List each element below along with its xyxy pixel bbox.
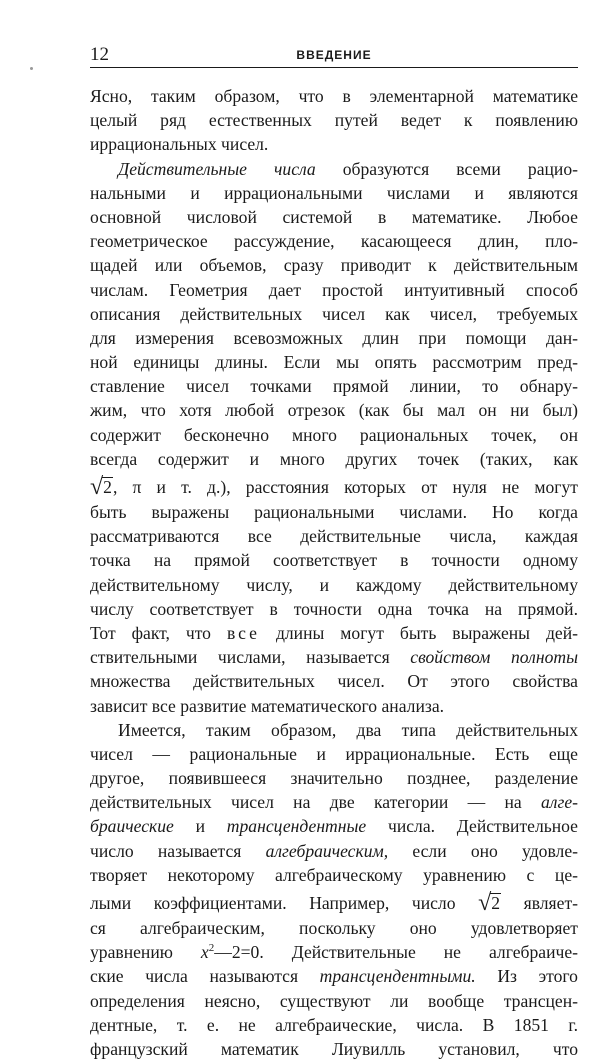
text-line: числам. Геометрия дает простой интуитивный способ xyxy=(90,279,578,300)
text-line: лыми коэффициентами. Например, число √2 являет- xyxy=(90,890,578,916)
sqrt-sign: √ xyxy=(478,890,492,916)
text-line: нальными и иррациональными числами и являются xyxy=(90,182,578,203)
text-line: Ясно, таким образом, что в элементарной математике xyxy=(90,86,578,106)
text-line: геометрическое рассуждение, касающееся длин, пло- xyxy=(90,231,578,252)
running-head: ВВЕДЕНИЕ xyxy=(296,48,372,62)
term-transcendental: трансцендентные xyxy=(226,816,367,837)
text-line: ские числа называются трансцендентными. Из этого xyxy=(90,966,578,987)
term-completeness: свойством полноты xyxy=(410,647,578,668)
text-line: для измерения всевозможных длин при помощи дан- xyxy=(90,327,578,348)
sqrt-radicand: 2 xyxy=(103,477,112,497)
text-line: содержит бесконечно много рациональных точек, он xyxy=(90,424,578,445)
text-line: Тот факт, что все длины могут быть выражены дей- xyxy=(90,622,578,643)
text-line: Действительные числа образуются всеми рацио- xyxy=(118,158,578,179)
text-line: ствительными числами, называется свойством полноты xyxy=(90,647,578,668)
math-variable: x xyxy=(200,942,209,963)
term-algebraic: алге- xyxy=(540,792,578,813)
paper-speck xyxy=(30,67,33,70)
spaced-emphasis: все xyxy=(226,622,260,643)
term-algebraic-def: алгебраическим, xyxy=(265,840,389,861)
text-line: щадей или объемов, сразу приводит к действительным xyxy=(90,255,578,276)
exponent: 2 xyxy=(208,942,215,955)
text-line: точка на прямой соответствует в точности одному xyxy=(90,550,578,571)
text-line: рассматриваются все действительные числа, каждая xyxy=(90,526,578,547)
text-line: творяет некоторому алгебраическому уравнению с це- xyxy=(90,864,578,885)
text-line: всегда содержит и много других точек (таких, как xyxy=(90,448,578,469)
text-line: ся алгебраическим, поскольку оно удовлетворяет xyxy=(90,918,578,938)
text-line: определения неясно, существуют ли вообще трансцен- xyxy=(90,990,578,1011)
text-line: √2, π и т. д.), расстояния которых от нуля не могут xyxy=(90,474,578,500)
text-line: уравнению $x^2—2=0$. Действительные не алгебраиче- xyxy=(90,942,578,963)
page-number: 12 xyxy=(90,44,109,65)
sqrt-radicand: 2 xyxy=(491,893,501,913)
text-line: ной единицы длины. Если мы опять рассмотрим пред- xyxy=(90,352,578,373)
text-line: множества действительных чисел. От этого свойства xyxy=(90,671,578,692)
text-line: описания действительных чисел как чисел, требуемых xyxy=(90,303,578,324)
text-line: иррациональных чисел. xyxy=(90,134,269,155)
text-line: действительных чисел на две категории — на алге- xyxy=(90,792,578,813)
header-rule xyxy=(90,67,578,68)
text-line: браические и трансцендентные числа. Действительное xyxy=(90,816,578,837)
text-line: действительному числу, и каждому действительному xyxy=(90,574,578,595)
text-line: дентные, т. е. не алгебраические, числа. В 1851 г. xyxy=(90,1014,578,1035)
body-text xyxy=(90,84,578,1061)
text-line: чисел — рациональные и иррациональные. Есть еще xyxy=(90,743,578,764)
term-transcendental-def: трансцендентными. xyxy=(319,966,476,987)
text-line: основной числовой системой в математике. Любое xyxy=(90,206,578,227)
text-line: быть выражены рациональными числами. Но когда xyxy=(90,502,578,522)
text-line: ставление чисел точками прямой линии, то обнару- xyxy=(90,376,578,397)
sqrt-sign: √ xyxy=(90,474,104,500)
text-line: другое, появившееся значительно позднее, разделение xyxy=(90,768,578,789)
text-line: зависит все развитие математического анализа. xyxy=(90,695,445,716)
text-line: Имеется, таким образом, два типа действительных xyxy=(118,719,578,740)
text-line: жим, что хотя любой отрезок (как бы мал он ни был) xyxy=(90,400,578,421)
text-line: целый ряд естественных путей ведет к появлению xyxy=(90,110,578,131)
text-line: число называется алгебраическим, если оно удовле- xyxy=(90,840,578,861)
text-line: числу соответствует в точности одна точка на прямой. xyxy=(90,598,578,619)
page-header xyxy=(90,44,578,70)
term-real-numbers: Действительные числа xyxy=(118,158,316,179)
text-line: французский математик Лиувилль установил, что xyxy=(90,1038,578,1059)
